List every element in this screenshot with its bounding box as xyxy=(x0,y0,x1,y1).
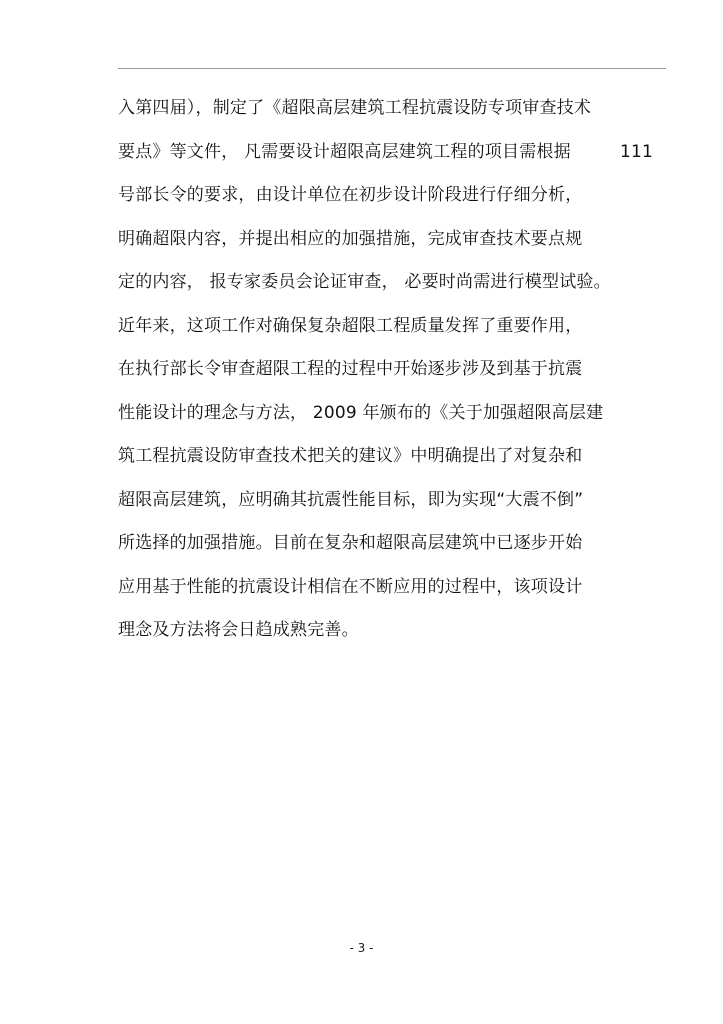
text-line: 超限高层建筑，应明确其抗震性能目标，即为实现“大震不倒” xyxy=(118,489,584,510)
text-line: 明确超限内容，并提出相应的加强措施，完成审查技术要点规 xyxy=(118,228,583,249)
text-line: 所选择的加强措施。目前在复杂和超限高层建筑中已逐步开始 xyxy=(118,533,583,553)
text-line-content: 要点》等文件， 凡需要设计超限高层建筑工程的项目需根据 xyxy=(118,141,571,162)
page-number: - 3 - xyxy=(349,941,374,955)
header-rule xyxy=(118,68,666,69)
text-line: 性能设计的理念与方法， 2009 年颁布的《关于加强超限高层建 xyxy=(118,402,604,423)
text-line: 定的内容， 报专家委员会论证审查， 必要时尚需进行模型试验。 xyxy=(118,272,611,292)
text-line: 入第四届），制定了《超限高层建筑工程抗震设防专项审查技术 xyxy=(118,98,592,118)
order-number: 111 xyxy=(620,141,654,162)
text-line: 应用基于性能的抗震设计相信在不断应用的过程中，该项设计 xyxy=(118,576,583,597)
text-line: 在执行部长令审查超限工程的过程中开始逐步涉及到基于抗震 xyxy=(118,359,583,379)
text-line: 筑工程抗震设防审查技术把关的建议》中明确提出了对复杂和 xyxy=(118,446,583,466)
body-text xyxy=(118,96,678,662)
text-line: 理念及方法将会日趋成熟完善。 xyxy=(118,620,359,640)
text-line: 号部长令的要求，由设计单位在初步设计阶段进行仔细分析， xyxy=(118,185,583,205)
text-line: 近年来，这项工作对确保复杂超限工程质量发挥了重要作用， xyxy=(118,315,583,336)
text-line xyxy=(118,140,678,184)
